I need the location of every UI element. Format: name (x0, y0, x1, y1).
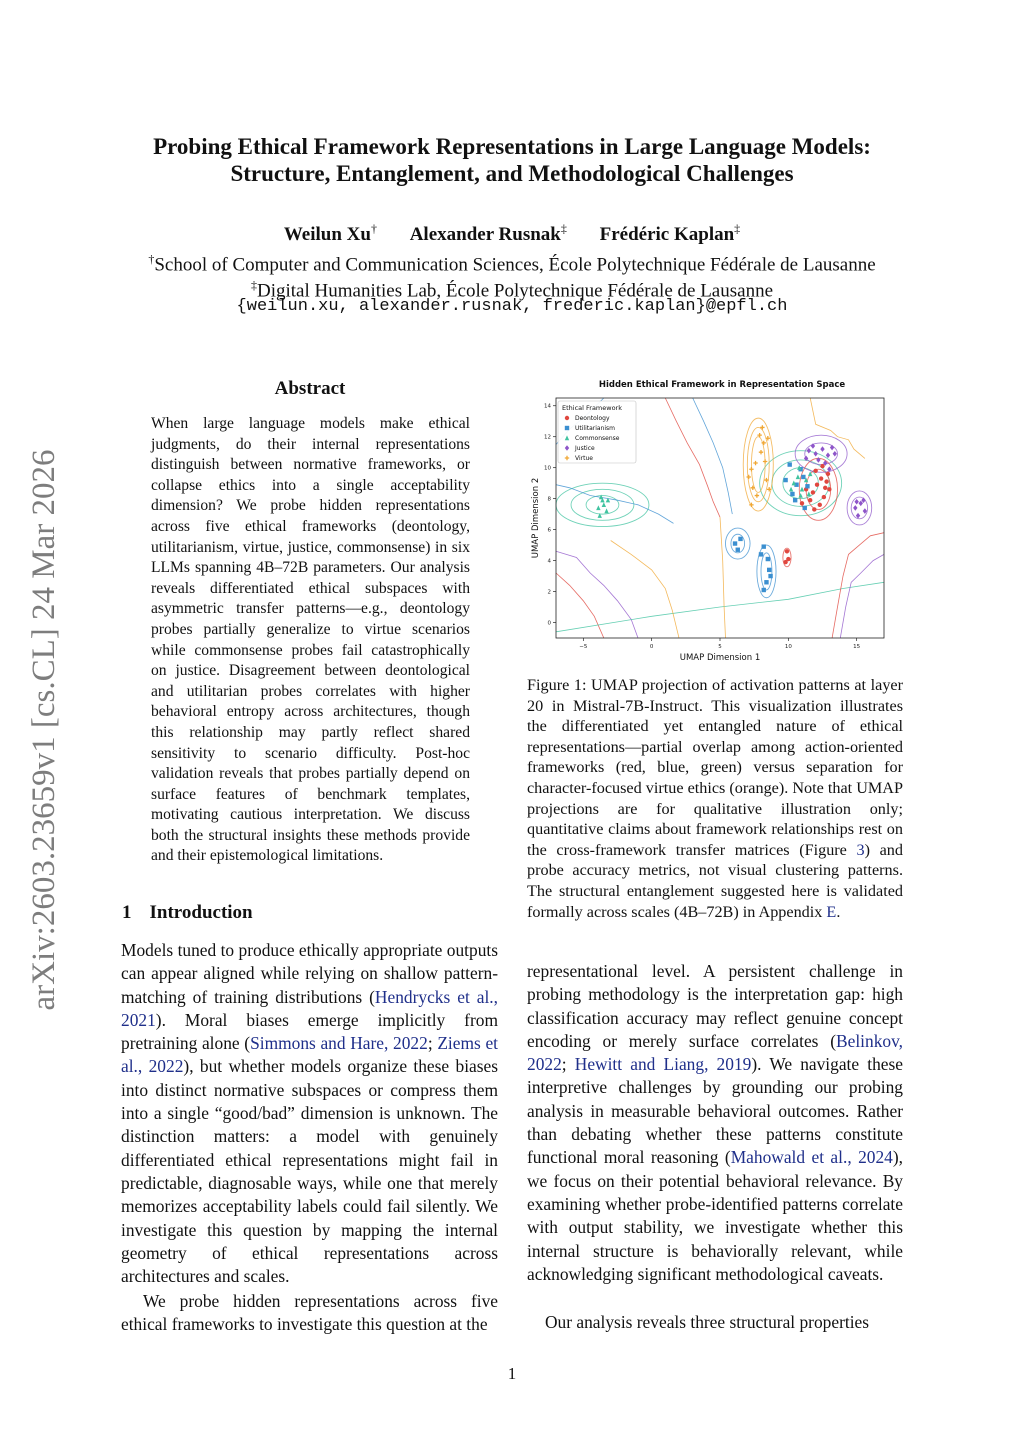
contour-line (571, 489, 634, 520)
data-point (565, 426, 569, 430)
data-point (789, 487, 793, 492)
data-point (805, 484, 809, 488)
data-point (760, 425, 764, 429)
affiliation-2: ‡Digital Humanities Lab, École Polytechnique Fédérale de Lausanne (251, 278, 773, 302)
data-point (759, 552, 763, 556)
umap-scatter-plot (522, 374, 907, 660)
y-tick-label: 0 (547, 620, 551, 627)
data-point (854, 499, 858, 505)
y-tick-label: 8 (547, 496, 551, 503)
chart-title: Hidden Ethical Framework in Representation Space (598, 380, 846, 390)
data-point (815, 483, 819, 487)
data-point (783, 478, 787, 482)
x-axis-label: UMAP Dimension 1 (679, 653, 761, 660)
data-point (790, 492, 794, 496)
title-line-1: Probing Ethical Framework Representations in Large Language Models: (153, 134, 871, 159)
intro-paragraph-2: We probe hidden representations across five ethical frameworks to investigate this question at the (121, 1291, 498, 1335)
data-point (822, 495, 826, 499)
citation-link[interactable]: Belinkov, 2022 (527, 1030, 903, 1075)
data-point (749, 467, 753, 471)
data-point (596, 505, 600, 510)
data-point (759, 450, 763, 454)
paper-title (60, 133, 964, 187)
y-tick-label: 12 (544, 434, 551, 441)
contour-line (725, 528, 750, 559)
data-point (755, 493, 759, 497)
affiliation-1: †School of Computer and Communication Sciences, École Polytechnique Fédérale de Lausanne (148, 252, 876, 276)
data-point (833, 451, 837, 457)
legend-entry: Virtue (575, 455, 593, 462)
data-point (824, 479, 828, 483)
citation-link[interactable]: Mahowald et al., 2024 (730, 1147, 893, 1168)
data-point (736, 548, 740, 552)
abstract-text: When large language models make ethical judgments, do their internal representations distinguish between normative frameworks, or collapse ethics into a single acceptability dimension? We probe hidden representations across five ethical frameworks (deontology, utilitarianism, virtue, justice, commonsense) in six LLMs spanning 4B–72B parameters. Our analysis reveals differentiated ethical subspaces with asymmetric transfer patterns—e.g., deontology probes partially generalize to virtue scenarios while commonsense probes fail catastrophically on justice. Disagreement between deontological and utilitarian probes correlates with higher behavioral entropy across architectures, though this relationship may partly reflect shared sensitivity to scenario difficulty. Post-hoc validation reveals that probes partially depend on surface features of benchmark templates, motivating cautious interpretation. We discuss both the structural insights these methods provide and their epistemological limitations. (151, 415, 470, 865)
data-point (808, 498, 812, 502)
data-point (788, 462, 792, 466)
x-tick-label: 5 (718, 644, 722, 650)
data-point (813, 469, 817, 473)
author-list (60, 222, 964, 246)
data-point (853, 505, 857, 511)
data-point (764, 580, 768, 584)
data-point (796, 474, 800, 479)
appendix-ref-link[interactable]: E (826, 902, 837, 921)
figure-1-caption: Figure 1: UMAP projection of activation patterns at layer 20 in Mistral-7B-Instruct. This visualization illustrates the differentiated yet entangled nature of ethical representations—partial overlap among action-oriented frameworks (red, blue, green) versus separation for character-focused virtue ethics (orange). Note that UMAP projections are for qualitative illustration only; quantitative claims about framework relationships rest on the cross-framework transfer matrices (Figure 3) and probe accuracy metrics, not visual clustering patterns. The structural entanglement suggested here is validated formally across scales (4B–72B) in Appendix E. (527, 676, 903, 921)
citation-link[interactable]: Hendrycks et al., 2021 (121, 986, 498, 1030)
data-point (800, 487, 804, 492)
boundary-line (810, 398, 865, 458)
citation-link[interactable]: Hewitt and Liang, 2019 (574, 1054, 752, 1075)
data-point (820, 464, 824, 468)
figure-1-umap-chart (522, 374, 907, 660)
boundary-line (840, 554, 884, 638)
legend-entry: Justice (575, 445, 595, 452)
data-point (602, 502, 606, 507)
data-point (800, 501, 804, 505)
title-line-2: Structure, Entanglement, and Methodological Challenges (230, 161, 794, 186)
section-heading: 1 Introduction (122, 902, 253, 923)
data-point (733, 541, 737, 545)
author-1: Weilun Xu† (283, 222, 377, 246)
data-point (827, 487, 831, 491)
citation-link[interactable]: Simmons and Hare, 2022 (250, 1033, 428, 1054)
y-axis-label: UMAP Dimension 2 (531, 477, 541, 559)
data-point (826, 452, 830, 458)
data-point (812, 507, 816, 511)
data-point (747, 475, 751, 479)
data-point (763, 459, 767, 463)
arxiv-stamp: arXiv:2603.23659v1 [cs.CL] 24 Mar 2026 (26, 449, 62, 1011)
abstract-heading: Abstract (274, 378, 346, 399)
data-point (604, 508, 608, 513)
data-point (801, 475, 805, 479)
boundary-line (832, 533, 884, 638)
data-point (820, 446, 824, 452)
page-number: 1 (507, 1364, 517, 1383)
intro-paragraph-2-cont: Our analysis reveals three structural properties (545, 1312, 870, 1332)
y-tick-label: 10 (544, 465, 551, 472)
data-point (826, 472, 830, 476)
data-point (762, 588, 766, 592)
data-point (811, 490, 815, 494)
data-point (818, 503, 822, 507)
data-point (807, 491, 811, 496)
data-point (762, 544, 766, 548)
data-point (767, 568, 771, 572)
figure-ref-link[interactable]: 3 (856, 840, 865, 859)
data-point (830, 445, 834, 451)
data-point (807, 448, 811, 454)
data-point (819, 476, 823, 480)
x-tick-label: −5 (579, 644, 588, 650)
x-tick-label: 10 (784, 644, 792, 650)
legend-entry: Commonsense (575, 435, 620, 442)
boundary-line (693, 398, 733, 514)
author-emails: {weilun.xu, alexander.rusnak, frederic.kaplan}@epfl.ch (236, 297, 788, 316)
data-point (803, 506, 807, 510)
boundary-line (611, 541, 679, 639)
y-tick-label: 14 (544, 403, 551, 410)
data-point (816, 457, 820, 463)
y-tick-label: 4 (547, 558, 551, 565)
x-tick-label: 0 (649, 644, 654, 650)
data-point (768, 574, 772, 578)
legend-title: Ethical Framework (562, 404, 622, 412)
y-tick-label: 2 (547, 589, 551, 596)
data-point (783, 560, 787, 564)
legend-entry: Utilitarianism (575, 425, 616, 432)
data-point (766, 557, 770, 561)
chart-legend (558, 401, 636, 463)
boundary-line (720, 517, 726, 638)
x-tick-label: 15 (853, 644, 861, 650)
data-point (738, 537, 742, 541)
data-point (823, 486, 827, 490)
data-point (753, 461, 757, 465)
boundary-line (665, 398, 720, 517)
intro-paragraph-1-cont: representational level. A persistent challenge in probing methodology is the interpretation gap: high classification accuracy may reflect genuine concept encoding or merely surface correlates (Belinkov, 2022; Hewitt and Liang, 2019). We navigate these interpretive challenges by grounding our probing analysis in measurable behavioral outcomes. Rather than debating whether these patterns constitute functional moral reasoning (Mahowald et al., 2024), we focus on their potential behavioral relevance. By examining whether probe-identified patterns correlate with output stability, we investigate whether this internal structure is behaviorally relevant, while acknowledging significant methodological caveats. (527, 961, 903, 1284)
legend-entry: Deontology (575, 415, 610, 422)
data-point (785, 549, 789, 553)
intro-paragraph-1: Models tuned to produce ethically appropriate outputs can appear aligned while relying on shallow pattern-matching of training distributions (Hendrycks et al., 2021). Moral biases emerge implicitly from pretraining alone (Simmons and Hare, 2022; Ziems et al., 2022), but whether models organize these biases into distinct normative subspaces or compress them into a single “good/bad” dimension is unknown. The distinction matters: a model with genuinely differentiated ethical representations might fail in predictable, diagnosable ways, while one that merely memorizes acceptability labels could fail silently. We investigate this question by mapping the internal geometry of ethical representations across architectures and scales. (121, 940, 499, 1287)
author-2: Alexander Rusnak‡ (409, 222, 567, 246)
data-point (793, 498, 797, 502)
contour-line (751, 437, 765, 493)
data-point (565, 416, 569, 420)
author-3: Frédéric Kaplan‡ (599, 222, 741, 246)
data-point (813, 451, 817, 457)
y-tick-label: 6 (547, 527, 551, 534)
citation-link[interactable]: Ziems et al., 2022 (121, 1033, 498, 1077)
